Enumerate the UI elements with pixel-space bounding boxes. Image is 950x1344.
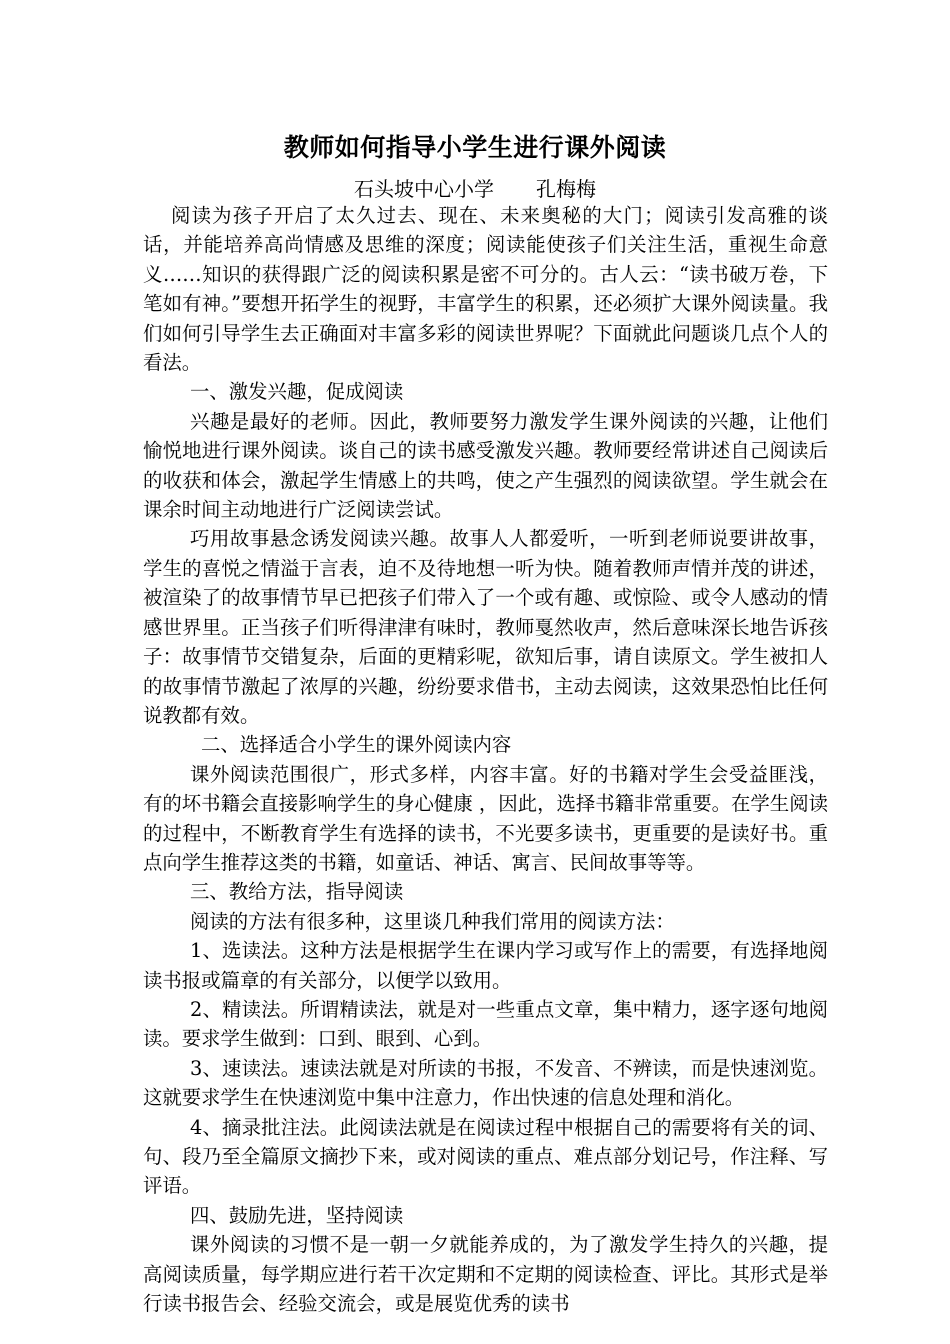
body-paragraph: 兴趣是最好的老师。因此，教师要努力激发学生课外阅读的兴趣，让他们愉悦地进行课外阅读。谈自己的读书感受激发兴趣。教师要经常讲述自己阅读后的收获和体会，激起学生情感上的共鸣，使之产生强烈的阅读欲望。学生就会在课余时间主动地进行广泛阅读尝试。 bbox=[143, 409, 828, 522]
method-item: 3、速读法。速读法就是对所读的书报，不发音、不辨读，而是快速浏览。这就要求学生在快速浏览中集中注意力，作出快速的信息处理和消化。 bbox=[143, 1056, 828, 1110]
document-body bbox=[143, 201, 828, 1318]
section-heading-4: 四、鼓励先进，坚持阅读 bbox=[190, 1203, 404, 1227]
body-paragraph: 巧用故事悬念诱发阅读兴趣。故事人人都爱听，一听到老师说要讲故事，学生的喜悦之情溢于言表，迫不及待地想一听为快。随着教师声情并茂的讲述，被渲染了的故事情节早已把孩子们带入了一个或有趣、或惊险、或令人感动的情感世界里。正当孩子们听得津津有味时，教师戛然收声，然后意味深长地告诉孩子：故事情节交错复杂，后面的更精彩呢，欲知后事，请自读原文。学生被扣人的故事情节激起了浓厚的兴趣，纷纷要求借书，主动去阅读，这效果恐怕比任何说教都有效。 bbox=[143, 527, 828, 727]
section-heading-1: 一、激发兴趣，促成阅读 bbox=[190, 380, 404, 404]
author-name: 孔梅梅 bbox=[536, 177, 596, 201]
section-heading-3: 三、教给方法，指导阅读 bbox=[190, 880, 404, 904]
school-name: 石头坡中心小学 bbox=[354, 177, 494, 201]
document-title: 教师如何指导小学生进行课外阅读 bbox=[283, 133, 667, 162]
method-item: 1、选读法。这种方法是根据学生在课内学习或写作上的需要，有选择地阅读书报或篇章的有关部分，以便学以致用。 bbox=[143, 939, 828, 992]
byline bbox=[0, 174, 950, 204]
body-paragraph: 课外阅读范围很广，形式多样，内容丰富。好的书籍对学生会受益匪浅，有的坏书籍会直接影响学生的身心健康 ，因此，选择书籍非常重要。在学生阅读的过程中，不断教育学生有选择的读书，不光要多读书，更重要的是读好书。重点向学生推荐这类的书籍，如童话、神话、寓言、民间故事等等。 bbox=[143, 762, 828, 874]
method-item: 4、摘录批注法。此阅读法就是在阅读过程中根据自己的需要将有关的词、句、段乃至全篇原文摘抄下来，或对阅读的重点、难点部分划记号，作注释、写评语。 bbox=[143, 1115, 828, 1198]
body-paragraph: 阅读的方法有很多种，这里谈几种我们常用的阅读方法： bbox=[190, 909, 675, 933]
body-paragraph: 课外阅读的习惯不是一朝一夕就能养成的，为了激发学生持久的兴趣，提高阅读质量，每学期应进行若干次定期和不定期的阅读检查、评比。其形式是举行读书报告会、经验交流会，或是展览优秀的读书 bbox=[143, 1233, 828, 1316]
method-item: 2、精读法。所谓精读法，就是对一些重点文章，集中精力，逐字逐句地阅读。要求学生做到：口到、眼到、心到。 bbox=[143, 997, 828, 1051]
section-heading-2: 二、选择适合小学生的课外阅读内容 bbox=[201, 733, 512, 757]
intro-paragraph: 阅读为孩子开启了太久过去、现在、未来奥秘的大门；阅读引发高雅的谈话，并能培养高尚情感及思维的深度；阅读能使孩子们关注生活，重视生命意义……知识的获得跟广泛的阅读积累是密不可分的。古人云：“读书破万卷，下笔如有神。”要想开拓学生的视野，丰富学生的积累，还必须扩大课外阅读量。我们如何引导学生去正确面对丰富多彩的阅读世界呢？下面就此问题谈几点个人的看法。 bbox=[143, 204, 828, 375]
